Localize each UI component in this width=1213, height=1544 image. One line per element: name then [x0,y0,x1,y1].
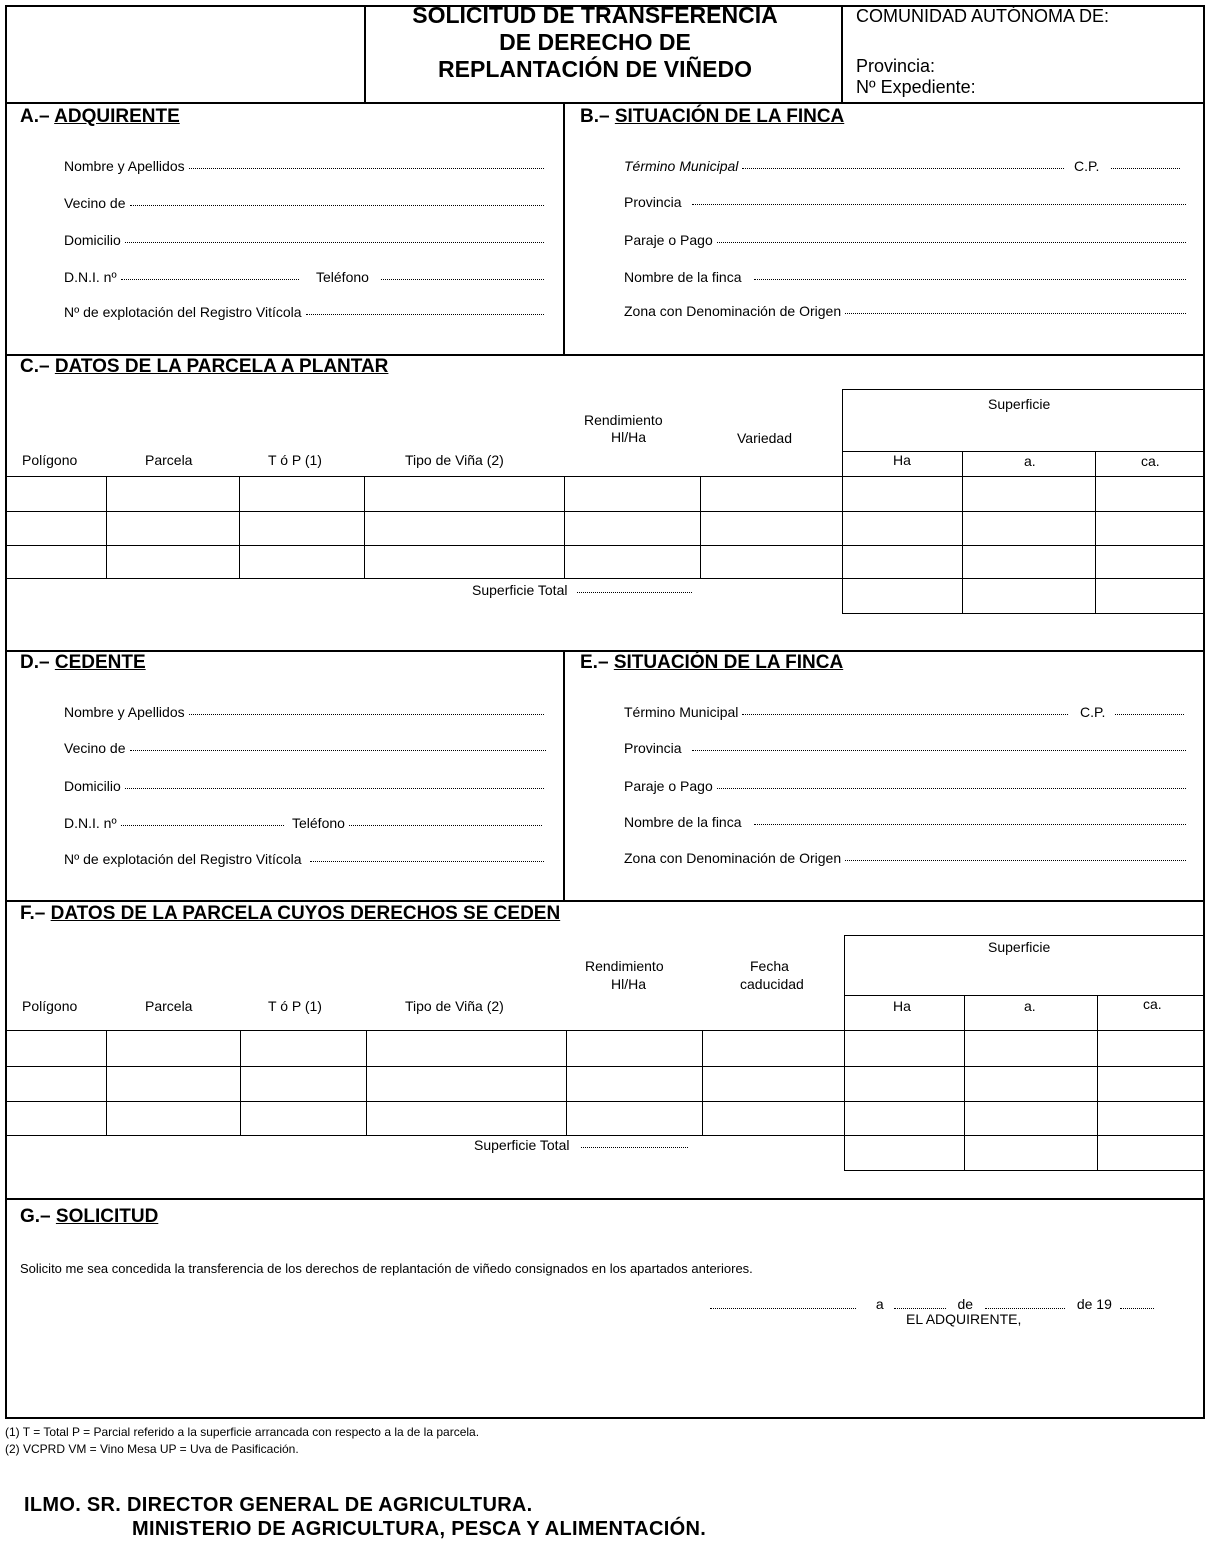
b-cp-field[interactable]: C.P. [1074,158,1180,174]
c-data-area[interactable] [6,477,842,578]
c-superficie-total[interactable]: Superficie Total [472,582,692,598]
f-col-poligono: Polígono [22,998,78,1014]
a-dni-field[interactable]: D.N.I. nº [64,269,299,285]
expediente-label: Nº Expediente: [856,77,976,97]
f-col-a: a. [1024,998,1036,1014]
section-f-title: F.– DATOS DE LA PARCELA CUYOS DERECHOS SE CEDEN [20,903,561,924]
title-line-1: SOLICITUD DE TRANSFERENCIA [412,2,778,28]
f-col-ca: ca. [1143,996,1162,1012]
f-sup-div-2 [1097,995,1098,1171]
de-bottom-rule [5,900,1205,902]
f-sup-div-1 [964,995,965,1171]
f-col-hlha: Hl/Ha [611,976,647,992]
c-superficie-label: Superficie [988,396,1051,412]
d-nombre-field[interactable]: Nombre y Apellidos [64,704,544,720]
header-bottom-rule [5,102,1205,104]
c-col-top: T ó P (1) [268,452,322,468]
c-col-hlha: Hl/Ha [611,429,647,445]
d-domicilio-field[interactable]: Domicilio [64,778,544,794]
d-vecino-field[interactable]: Vecino de [64,740,546,756]
f-col-top: T ó P (1) [268,998,322,1014]
b-zona-field[interactable]: Zona con Denominación de Origen [624,303,1186,319]
f-col-fecha: Fecha [750,958,789,974]
e-cp-field[interactable]: C.P. [1080,704,1184,720]
date-de-2: de 19 [1076,1296,1112,1312]
note-2: (2) VCPRD VM = Vino Mesa UP = Uva de Pasificación. [5,1442,299,1456]
c-col-ha: Ha [893,452,911,468]
b-provincia-field[interactable]: Provincia [624,194,1186,210]
c-col-parcela: Parcela [145,452,193,468]
c-col-a: a. [1024,453,1036,469]
form-title [360,2,830,83]
c-sup-box-top [842,389,1205,390]
section-g-title: G.– SOLICITUD [20,1206,159,1227]
addressee-line-1: ILMO. SR. DIRECTOR GENERAL DE AGRICULTURA. [24,1494,533,1516]
e-provincia-field[interactable]: Provincia [624,740,1186,756]
c-col-poligono: Polígono [22,452,78,468]
e-zona-field[interactable]: Zona con Denominación de Origen [624,850,1186,866]
title-line-3: REPLANTACIÓN DE VIÑEDO [438,56,752,82]
f-data-area[interactable] [6,1031,844,1135]
a-nombre-field[interactable]: Nombre y Apellidos [64,158,544,174]
section-d-title: D.– CEDENTE [20,652,146,673]
section-e-title: E.– SITUACIÓN DE LA FINCA [580,652,844,673]
b-termino-field[interactable]: Término Municipal [624,158,1064,174]
c-col-ca: ca. [1141,453,1160,469]
date-de-1: de [957,1296,974,1312]
d-dni-field[interactable]: D.N.I. nº [64,815,284,831]
f-col-parcela: Parcela [145,998,193,1014]
comunidad-label: COMUNIDAD AUTÓNOMA DE: [856,6,1110,26]
section-a-title: A.– ADQUIRENTE [20,106,180,127]
section-b-title: B.– SITUACIÓN DE LA FINCA [580,106,845,127]
c-sup-box-left [842,389,843,614]
f-sup-box-top [844,935,1205,936]
f-col-rendimiento: Rendimiento [585,958,664,974]
c-grid-row-3 [5,578,1205,579]
c-grid-bottom-sup [842,613,1205,614]
f-superficie-label: Superficie [988,939,1051,955]
e-finca-field[interactable]: Nombre de la finca [624,814,1186,830]
a-telefono-field[interactable]: Teléfono [316,269,544,285]
signer-label: EL ADQUIRENTE, [906,1311,1022,1327]
c-col-tipo-vina: Tipo de Viña (2) [405,452,504,468]
ab-divider [563,103,565,355]
f-col-tipo-vina: Tipo de Viña (2) [405,998,504,1014]
f-col-ha: Ha [893,998,911,1014]
f-grid-row-3 [5,1135,1205,1136]
provincia-label: Provincia: [856,56,936,76]
solicitud-text: Solicito me sea concedida la transferencia de los derechos de replantación de viñedo consignados en los apartados anteriores. [20,1261,753,1276]
a-domicilio-field[interactable]: Domicilio [64,232,544,248]
c-col-variedad: Variedad [737,430,793,446]
a-registro-field[interactable]: Nº de explotación del Registro Vitícola [64,304,544,320]
de-divider [563,651,565,901]
d-registro-field[interactable]: Nº de explotación del Registro Vitícola [64,851,544,867]
signature-area[interactable] [700,1332,1180,1412]
f-grid-bottom-sup [844,1170,1205,1171]
f-bottom-rule [5,1198,1205,1200]
f-col-caducidad: caducidad [740,976,804,992]
addressee-line-2: MINISTERIO DE AGRICULTURA, PESCA Y ALIMENTACIÓN. [132,1518,707,1540]
c-col-rendimiento: Rendimiento [584,412,663,428]
section-c-title: C.– DATOS DE LA PARCELA A PLANTAR [20,356,389,377]
a-vecino-field[interactable]: Vecino de [64,195,544,211]
b-finca-field[interactable]: Nombre de la finca [624,269,1186,285]
f-superficie-total[interactable]: Superficie Total [474,1137,688,1153]
date-a: a [875,1296,884,1312]
note-1: (1) T = Total P = Parcial referido a la superficie arrancada con respecto a la de la parcela. [5,1425,480,1439]
title-line-2: DE DERECHO DE [499,29,691,55]
e-termino-field[interactable]: Término Municipal [624,704,1068,720]
d-telefono-field[interactable]: Teléfono [292,815,542,831]
header-divider-right [841,5,843,103]
e-paraje-field[interactable]: Paraje o Pago [624,778,1186,794]
b-paraje-field[interactable]: Paraje o Pago [624,232,1186,248]
